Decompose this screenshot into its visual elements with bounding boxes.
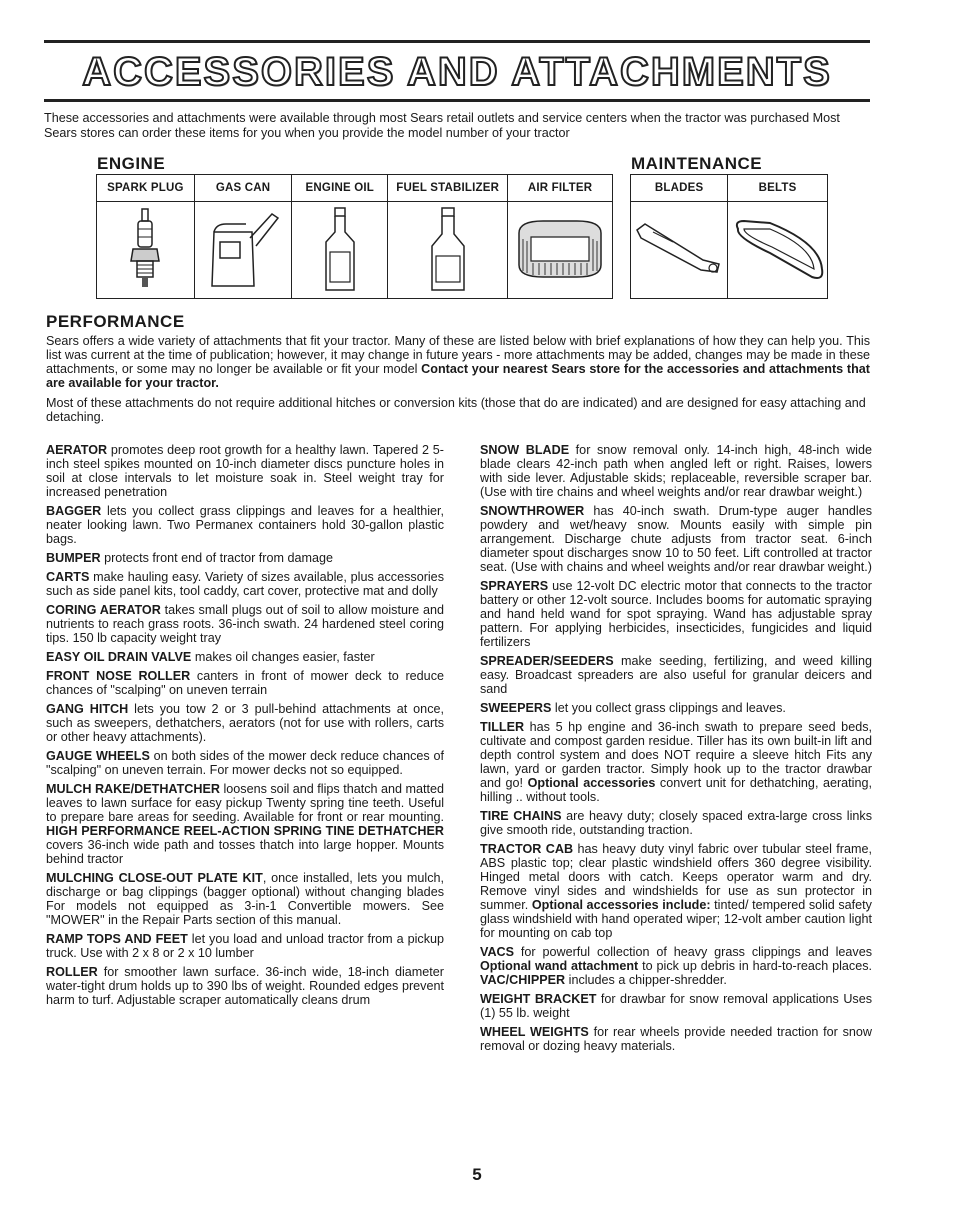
performance-paragraph-2: Most of these attachments do not require additional hitches or conversion kits (those that do are indicated) and are designed for easy attaching and detaching. <box>46 396 866 424</box>
intro-paragraph: These accessories and attachments were available through most Sears retail outlets and service centers when the tractor was purchased Most Sears stores can order these items for you when you provide the model number of your tractor <box>44 111 840 140</box>
performance-heading: PERFORMANCE <box>46 312 185 331</box>
engine-item-label: AIR FILTER <box>508 175 613 202</box>
performance-paragraph-1 <box>46 334 870 390</box>
spark-plug-icon <box>97 202 195 299</box>
list-item: TILLER has 5 hp engine and 36-inch swath to prepare seed beds, cultivate and compost garden residue. Tiller has its own built-in lift and depth control system and does NOT require a sleeve hitch Fits any lawn, yard or garden tractor. Simply hook up to the tractor drawbar and go! Optional accessories convert unit for dethatching, aerating, hilling .. without tools. <box>480 720 872 804</box>
list-item: VACS for powerful collection of heavy grass clippings and leaves Optional wand attachment to pick up debris in hard-to-reach places. VAC/CHIPPER includes a chipper-shredder. <box>480 945 872 987</box>
list-item: BUMPER protects front end of tractor from damage <box>46 551 333 565</box>
maintenance-item-label: BELTS <box>728 175 828 202</box>
maintenance-table <box>630 174 828 299</box>
list-item: WHEEL WEIGHTS for rear wheels provide needed traction for snow removal or dozing heavy materials. <box>480 1025 873 1053</box>
page-title: ACCESSORIES AND ATTACHMENTS <box>82 50 832 94</box>
list-item: RAMP TOPS AND FEET let you load and unload tractor from a pickup truck. Use with 2 x 8 or 2 x 10 lumber <box>46 932 444 960</box>
top-rule <box>44 40 870 43</box>
list-item: TRACTOR CAB has heavy duty vinyl fabric over tubular steel frame, ABS plastic top; clear plastic windshield offers 360 degree visibility. Hinged metal doors with catch. Keeps operator warm and dry. Remove vinyl sides and windshields for use as sun protector in summer. Optional accessories include: tinted/ tempered solid safety glass windshield with hand operated wiper; 12-volt amber caution light for mounting on cab top <box>480 842 872 940</box>
belt-icon <box>728 202 828 299</box>
list-item: SPREADER/SEEDERS make seeding, fertilizing, and weed killing easy. Broadcast spreaders are also useful for granular deicers and sand <box>480 654 872 696</box>
fuel-stabilizer-bottle-icon <box>388 202 508 299</box>
performance-text: Sears offers a wide variety of attachments that fit your tractor. Many of these are listed below with brief explanations of how they can help you. This list was current at the time of publication; however, it may change in future years - more attachments may be added, changes may be made in these attachments, or some may no longer be available or fit your model <box>46 334 870 376</box>
title-rule <box>44 99 870 102</box>
engine-item-label: SPARK PLUG <box>97 175 195 202</box>
page-number: 5 <box>472 1165 482 1184</box>
engine-table <box>96 174 613 299</box>
right-column <box>480 443 872 1058</box>
engine-item-label: ENGINE OIL <box>292 175 388 202</box>
list-item: SNOWTHROWER has 40-inch swath. Drum-type auger handles powdery and wet/heavy snow. Mounts easily with simple pin arrangement. Discharge chute adjusts from tractor seat. 6-inch diameter spout discharges snow 10 to 50 feet. Lift controlled at tractor seat. (Use with chains and wheel weights and/or rear drawbar weight.) <box>480 504 872 574</box>
list-item: CORING AERATOR takes small plugs out of soil to allow moisture and nutrients to reach grass roots. 36-inch swath. 24 hardened steel coring tips. 150 lb capacity weight tray <box>46 603 444 645</box>
engine-heading: ENGINE <box>97 154 166 173</box>
list-item: TIRE CHAINS are heavy duty; closely spaced extra-large cross links give smooth ride, outstanding traction. <box>480 809 872 837</box>
air-filter-icon <box>508 202 613 299</box>
list-item: SPRAYERS use 12-volt DC electric motor that connects to the tractor battery or other 12-volt source. Includes booms for automatic spraying and hand held wand for spot spraying. Wand has adjustable spray pattern. For applying herbicides, insecticides, fungicides and liquid fertilizers <box>480 579 872 649</box>
list-item: CARTS make hauling easy. Variety of sizes available, plus accessories such as side panel kits, tool caddy, cart cover, protective mat and dolly <box>46 570 444 598</box>
list-item: EASY OIL DRAIN VALVE makes oil changes easier, faster <box>46 650 375 664</box>
maintenance-heading: MAINTENANCE <box>631 154 763 173</box>
list-item: WEIGHT BRACKET for drawbar for snow removal applications Uses (1) 55 lb. weight <box>480 992 873 1020</box>
list-item: FRONT NOSE ROLLER canters in front of mower deck to reduce chances of "scalping" on uneven terrain <box>46 669 444 697</box>
oil-bottle-icon <box>292 202 388 299</box>
performance-bold-note: Contact your nearest Sears store for the accessories and attachments that are available for your tractor. <box>46 362 871 390</box>
list-item: AERATOR promotes deep root growth for a healthy lawn. Tapered 2 5-inch steel spikes mounted on 10-inch diameter discs puncture holes in soil at close intervals to let moisture soak in. Steel weight tray for increased penetration <box>46 443 444 499</box>
maintenance-item-label: BLADES <box>631 175 728 202</box>
blade-icon <box>631 202 728 299</box>
left-column <box>46 443 444 1012</box>
list-item: ROLLER for smoother lawn surface. 36-inch wide, 18-inch diameter water-tight drum holds up to 390 lbs of weight. Rounded edges prevent harm to turf. Adjustable scraper automatically cleans drum <box>46 965 444 1007</box>
engine-item-label: GAS CAN <box>194 175 292 202</box>
list-item: BAGGER lets you collect grass clippings and leaves for a healthier, neater looking lawn. Two Permanex containers hold 30-gallon plastic bags. <box>46 504 444 546</box>
gas-can-icon <box>194 202 292 299</box>
list-item: GAUGE WHEELS on both sides of the mower deck reduce chances of "scalping" on uneven terrain. For mower decks not so equipped. <box>46 749 444 777</box>
engine-item-label: FUEL STABILIZER <box>388 175 508 202</box>
list-item: MULCHING CLOSE-OUT PLATE KIT, once installed, lets you mulch, discharge or bag clippings (bagger optional) without changing blades For models not equipped as 3-in-1 Convertible mowers. See "MOWER" in the Repair Parts section of this manual. <box>46 871 444 927</box>
list-item: SWEEPERS let you collect grass clippings and leaves. <box>480 701 786 715</box>
list-item: GANG HITCH lets you tow 2 or 3 pull-behind attachments at once, such as sweepers, dethatchers, aerators (not for use with rollers, carts or other heavy attachments). <box>46 702 444 744</box>
list-item: MULCH RAKE/DETHATCHER loosens soil and flips thatch and matted leaves to lawn surface for easy pickup Twenty spring tine teeth. Useful to prepare bare areas for seeding. Available for front or rear mounting. HIGH PERFORMANCE REEL-ACTION SPRING TINE DETHATCHER covers 36-inch wide path and tosses thatch into large hopper. Mounts behind tractor <box>46 782 445 866</box>
list-item: SNOW BLADE for snow removal only. 14-inch high, 48-inch wide blade clears 42-inch path when angled left or right. Raises, lowers with side lever. Adjustable skids; replaceable, reversible scraper bar. (Use with tire chains and wheel weights and/or rear drawbar weight.) <box>480 443 872 499</box>
